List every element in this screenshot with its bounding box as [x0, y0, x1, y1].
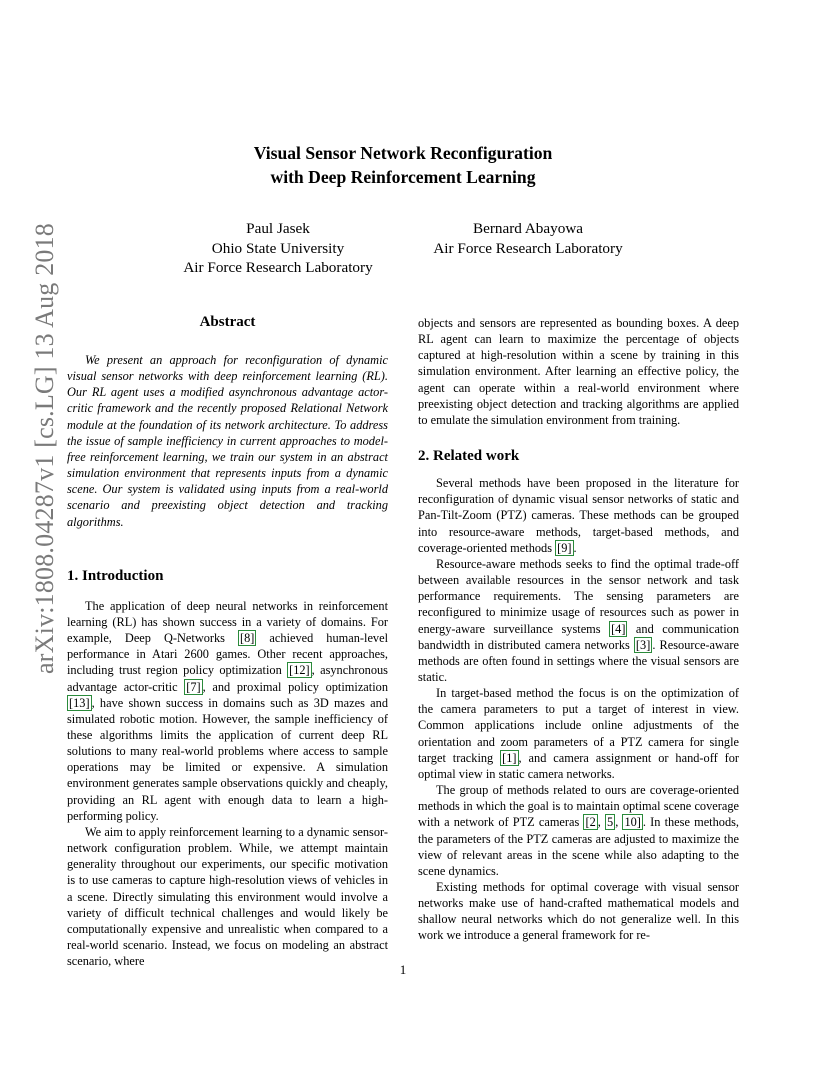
- related-work-paragraph-5: Existing methods for optimal coverage with visual sensor networks make use of hand-crafted mathematical models and shallow neural networks which do not generalize well. In this work we introduce a general framework for re-: [418, 880, 739, 943]
- citation-link[interactable]: [13]: [69, 695, 90, 710]
- paper-title-line-2: with Deep Reinforcement Learning: [270, 167, 536, 187]
- related-work-heading: 2. Related work: [418, 448, 520, 465]
- citation-link[interactable]: 10]: [624, 815, 641, 830]
- abstract-heading: Abstract: [199, 314, 256, 330]
- paper-title-line-1: Visual Sensor Network Reconfiguration: [253, 143, 553, 163]
- citation-link[interactable]: [9]: [557, 540, 572, 555]
- author-affiliation: Ohio State University: [211, 239, 345, 257]
- citation-link[interactable]: [4]: [611, 621, 626, 636]
- citation-link[interactable]: 5: [607, 815, 614, 830]
- citation-link[interactable]: [12]: [289, 663, 310, 678]
- citation-link[interactable]: [1]: [502, 750, 517, 765]
- related-work-paragraph-3: In target-based method the focus is on the optimization of the camera parameters to put a target of interest in view. Common applications include online adjustments of the orientation and zoom parameters of a PTZ camera for single target tracking [1] , and camera assignment or hand-off for optimal view in static camera networks.: [418, 686, 739, 781]
- paper-title: [0, 141, 806, 189]
- author-name: Bernard Abayowa: [472, 220, 584, 237]
- citation-link[interactable]: [2: [585, 815, 596, 830]
- related-work-paragraph-1: Several methods have been proposed in the literature for reconfiguration of dynamic visual sensor networks of static and Pan-Tilt-Zoom (PTZ) cameras. These methods can be grouped into resource-aware methods, target-based methods, and coverage-oriented methods [9] .: [418, 476, 739, 555]
- left-column: [67, 313, 388, 969]
- right-column: [418, 315, 739, 944]
- introduction-paragraph-2: We aim to apply reinforcement learning to a dynamic sensor-network configuration problem. While, we attempt maintain generality throughout our experiments, our specific motivation is to use cameras to capture high-resolution views of vehicles in a scene. Directly simulating this environment would involve a variety of difficult technical challenges and would likely be computationally expensive and unrealistic when compared to a real-world scenario. Instead, we focus on modeling an abstract scenario, where: [67, 824, 388, 969]
- author-name: Paul Jasek: [246, 220, 310, 237]
- arxiv-identifier-text: arXiv:1808.04287v1 [cs.LG] 13 Aug 2018: [30, 223, 59, 674]
- citation-link[interactable]: [7]: [186, 679, 201, 694]
- author-block-abayowa: [396, 219, 660, 258]
- page-number: 1: [399, 962, 407, 977]
- introduction-heading: 1. Introduction: [67, 567, 164, 584]
- citation-link[interactable]: [3]: [635, 637, 651, 652]
- author-affiliation: Air Force Research Laboratory: [183, 259, 373, 277]
- introduction-paragraph-1: The application of deep neural networks in reinforcement learning (RL) has shown success in a variety of domains. For example, Deep Q-Networks [8] achieved human-level performance in Atari 2600 games. Other recent approaches, including trust region policy optimization [12] , asynchronous advantage actor-critic [7] , and proximal policy optimization [13] , have shown success in domains such as 3D mazes and simulated robotic motion. However, the sample inefficiency of these algorithms limits the application of current deep RL solutions to many real-world problems where access to sample operations may be limited or expensive. A simulation environment generates sample observations quickly and cheaply, providing an RL agent with enough data to learn a high-performing policy.: [67, 598, 389, 823]
- author-block-jasek: [137, 219, 419, 278]
- author-affiliation: Air Force Research Laboratory: [433, 239, 623, 257]
- related-work-paragraph-2: Resource-aware methods seeks to find the optimal trade-off between available resources in the sensor network and task performance requirements. The sensing parameters are reconfigured to minimize usage of resources such as power in energy-aware surveillance systems [4] and communication bandwidth in distributed camera networks [3] . Resource-aware methods are often found in settings where the visual sensors are static.: [418, 556, 740, 684]
- abstract-body: We present an approach for reconfiguration of dynamic visual sensor networks with deep reinforcement learning (RL). Our RL agent uses a modified asynchronous advantage actor-critic framework and the recently proposed Relational Network module at the foundation of its network architecture. To address the issue of sample inefficiency in current approaches to model-free reinforcement learning, we train our system in an abstract simulation environment that represents inputs from a dynamic scene. Our system is validated using inputs from a real-world scenario and preexisting object detection and tracking algorithms.: [67, 353, 388, 529]
- introduction-paragraph-2-continued: objects and sensors are represented as bounding boxes. A deep RL agent can learn to maximize the percentage of objects captured at high-resolution within a scene by training in this simulation environment. After learning an effective policy, the agent can operate within a real-world environment where preexisting object detection and tracking algorithms are applied to emulate the simulation environment from training.: [418, 316, 739, 427]
- citation-link[interactable]: [8]: [240, 631, 255, 646]
- related-work-paragraph-4: The group of methods related to ours are coverage-oriented methods in which the goal is to maintain optimal scene coverage with a network of PTZ cameras [2 , 5 , 10] . In these methods, the parameters of the PTZ cameras are adjusted to maximize the view of relevant areas in the scene while also adapting to the scene dynamics.: [418, 783, 740, 878]
